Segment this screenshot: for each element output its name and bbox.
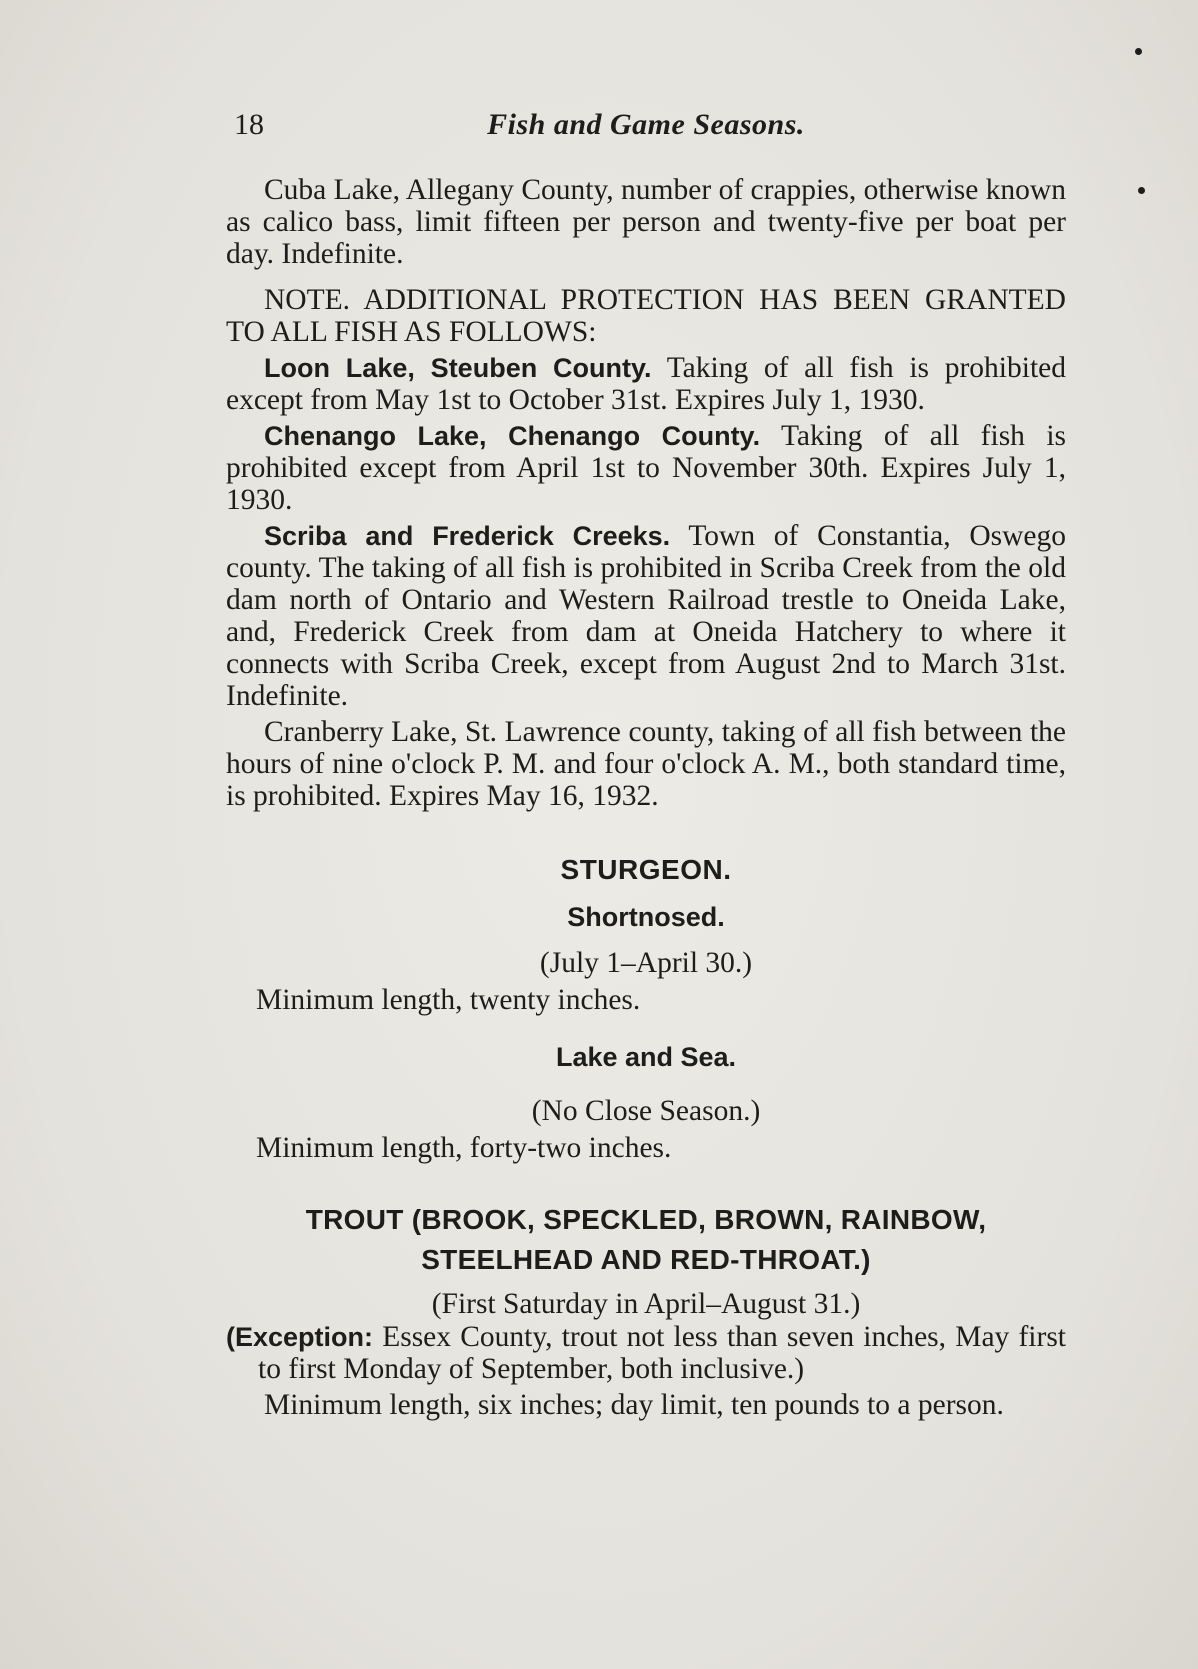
running-title: Fish and Game Seasons. (487, 108, 805, 141)
ink-speck (1138, 187, 1145, 194)
trout-exception-text: Essex County, trout not less than seven inches, May first to first Monday of September, both inclusive.) (258, 1321, 1066, 1385)
loon-lake-text: Taking of all fish is prohibited except from May 1st to October 31st. Expires July 1, 1930. (226, 352, 1066, 416)
trout-limit: Minimum length, six inches; day limit, ten pounds to a person. (264, 1389, 1004, 1421)
loon-lake-paragraph (226, 352, 1066, 416)
running-head (226, 108, 1066, 152)
trout-heading-line-1: TROUT (BROOK, SPECKLED, BROWN, RAINBOW, (305, 1204, 987, 1235)
shortnosed-heading: Shortnosed. (567, 902, 725, 932)
cuba-lake-paragraph: Cuba Lake, Allegany County, number of crappies, otherwise known as calico bass, limit fifteen per person and twenty-five per boat per day. Indefinite. (226, 174, 1066, 270)
trout-exception-label: (Exception: (226, 1322, 374, 1352)
lake-and-sea-heading: Lake and Sea. (555, 1042, 737, 1072)
chenango-lake-paragraph (226, 420, 1066, 516)
scriba-creeks-paragraph (226, 520, 1066, 712)
cranberry-lake-paragraph: Cranberry Lake, St. Lawrence county, taking of all fish between the hours of nine o'clock P. M. and four o'clock A. M., both standard time, is prohibited. Expires May 16, 1932. (226, 716, 1066, 812)
shortnosed-minimum: Minimum length, twenty inches. (256, 984, 641, 1016)
chenango-lake-text: Taking of all fish is prohibited except from April 1st to November 30th. Expires July 1, 1930. (226, 420, 1066, 516)
scriba-creeks-lead: Scriba and Frederick Creeks. (264, 521, 671, 551)
lake-and-sea-season: (No Close Season.) (531, 1095, 761, 1127)
trout-exception (226, 1321, 1066, 1385)
scriba-creeks-text: Town of Constantia, Oswego county. The taking of all fish is prohibited in Scriba Creek from the old dam north of Ontario and Western Railroad trestle to Oneida Lake, and, Frederick Creek from dam at Oneida Hatchery to where it connects with Scriba Creek, except from August 2nd to March 31st. Indefinite. (226, 520, 1067, 712)
shortnosed-season: (July 1–April 30.) (539, 947, 753, 979)
page-content (226, 108, 1066, 1421)
note-paragraph: NOTE. ADDITIONAL PROTECTION HAS BEEN GRANTED TO ALL FISH AS FOLLOWS: (226, 284, 1066, 348)
ink-speck (1135, 48, 1142, 55)
trout-heading-line-2: STEELHEAD AND RED-THROAT.) (421, 1244, 871, 1275)
sturgeon-heading: STURGEON. (560, 854, 732, 885)
loon-lake-lead: Loon Lake, Steuben County. (264, 353, 652, 383)
trout-season: (First Saturday in April–August 31.) (431, 1288, 861, 1320)
lake-and-sea-minimum: Minimum length, forty-two inches. (256, 1132, 672, 1164)
page-number: 18 (234, 108, 264, 141)
chenango-lake-lead: Chenango Lake, Chenango County. (264, 421, 761, 451)
